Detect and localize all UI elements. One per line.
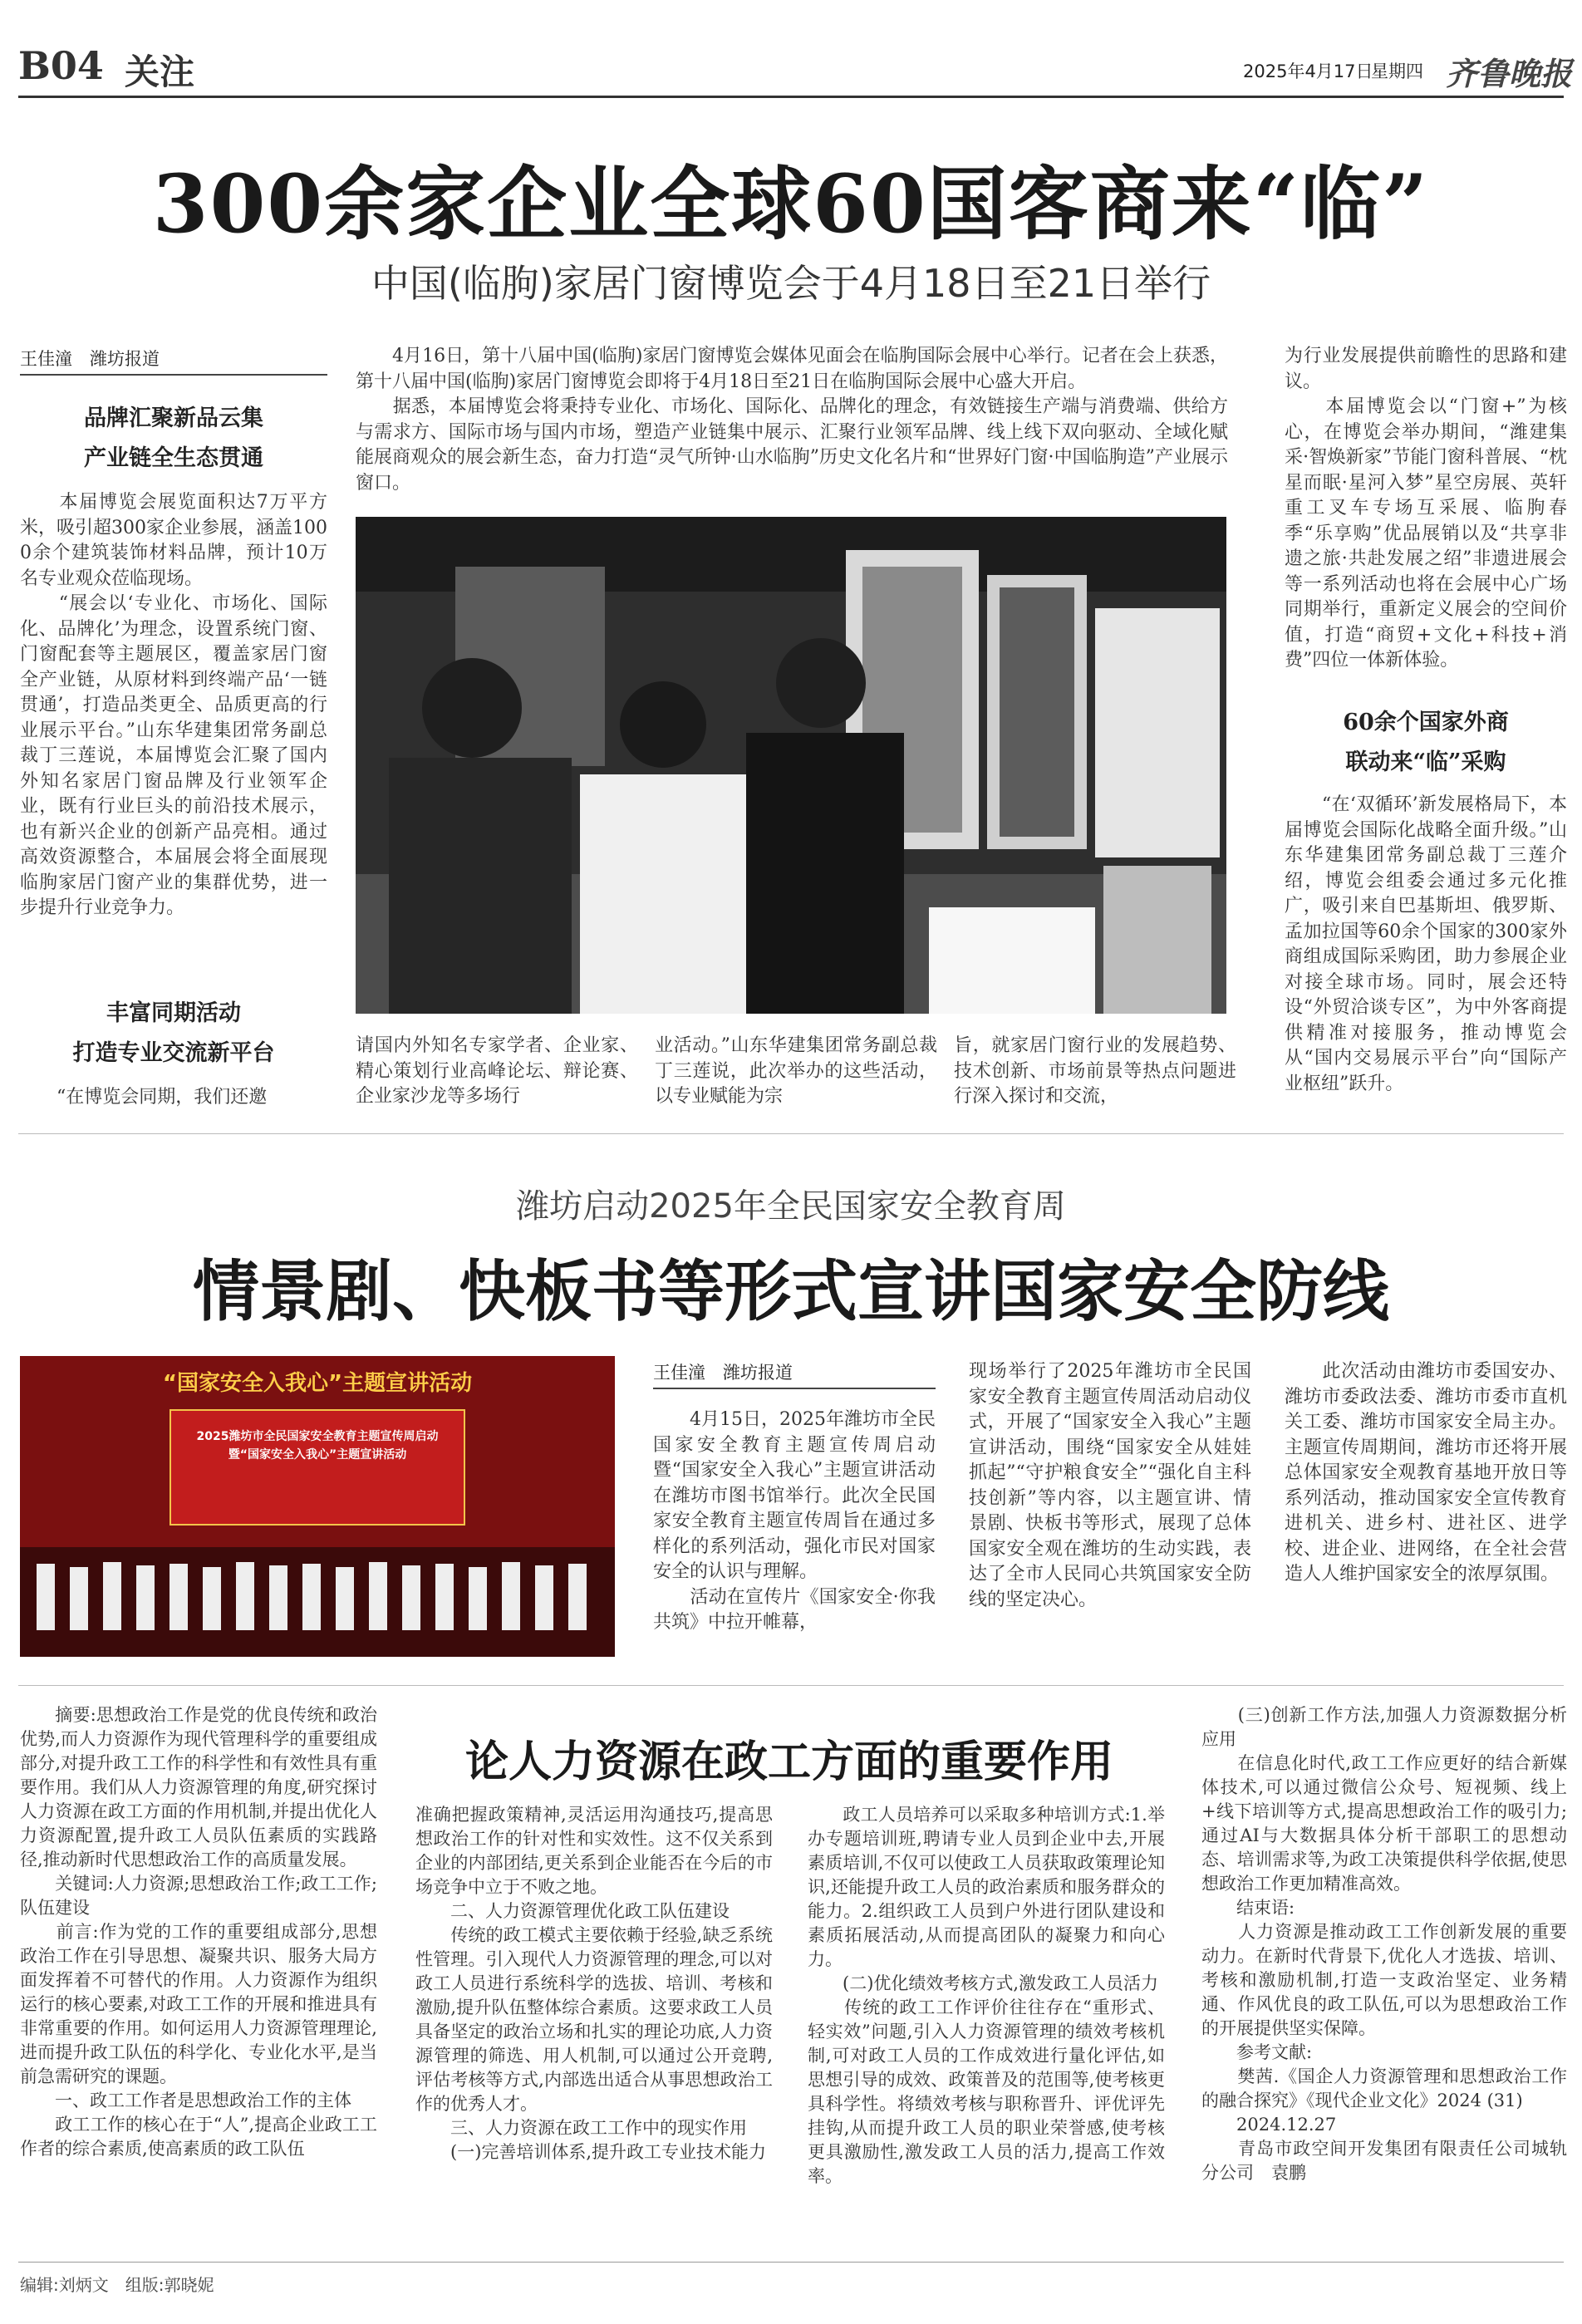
article1-left-column: 本届博览会展览面积达7万平方米，吸引超300家企业参展，涵盖1000余个建筑装饰材料品牌，预计10万名专业观众莅临现场。 “展会以‘专业化、市场化、国际化、品牌化’为理念，设置系统门窗、门窗配套等主题展区，覆盖家居门窗全产业链，从原材料到终端产品‘一链贯通’，打造品类更全、品质更高的行业展示平台。”山东华建集团常务副总裁丁三莲说，本届博览会汇聚了国内外知名家居门窗品牌及行业领军企业，既有行业巨头的前沿技术展示，也有新兴企业的创新产品亮相。通过高效资源整合，本届展会将全面展现临朐家居门窗产业的集群优势，进一步提升行业竞争力。 bbox=[20, 492, 327, 918]
article1-left-tail: “在博览会同期，我们还邀 bbox=[20, 1087, 268, 1108]
subhead-line: 丰富同期活动 bbox=[106, 1000, 241, 1026]
article1-subheadline: 中国(临朐)家居门窗博览会于4月18日至21日举行 bbox=[371, 261, 1211, 306]
event-photo-screen bbox=[170, 1409, 465, 1526]
newspaper-logo: 齐鲁晚报 bbox=[1446, 55, 1573, 92]
header-rule bbox=[18, 96, 1564, 98]
article1-byline: 王佳潼 潍坊报道 bbox=[20, 346, 327, 376]
issue-weekday: 星期四 bbox=[1371, 61, 1423, 81]
article2-col1: 4月15日，2025年潍坊市全民国家安全教育主题宣传周启动暨“国家安全入我心”主题宣讲活动在潍坊市图书馆举行。此次全民国家安全教育主题宣传周旨在通过多样化的系列活动，强化市民对国家安全的认识与理解。 活动在宣传片《国家安全·你我共筑》中拉开帷幕， bbox=[653, 1409, 936, 1633]
footer-rule bbox=[18, 2262, 1564, 2263]
article1-divider bbox=[18, 1133, 1564, 1134]
article1-bottom-col2: 业活动。”山东华建集团常务副总裁丁三莲说，此次举办的这些活动，以专业赋能为宗 bbox=[655, 1035, 937, 1107]
article2-divider bbox=[18, 1685, 1564, 1686]
page-code: B04 bbox=[18, 43, 104, 88]
article1-intro: 4月16日，第十八届中国(临朐)家居门窗博览会媒体见面会在临朐国际会展中心举行。记者在会上获悉，第十八届中国(临朐)家居门窗博览会即将于4月18日至21日在临朐国际会展中心盛大开启。 据悉，本届博览会将秉持专业化、市场化、国际化、品牌化的理念，有效链接生产端与消费端、供给方与需求方、国际市场与国内市场，塑造产业链集中展示、汇聚行业领军品牌、线上线下双向驱动、全域化赋能展商观众的展会新生态，奋力打造“灵气所钟·山水临朐”历史文化名片和“世界好门窗·中国临朐造”产业展示窗口。 bbox=[356, 346, 1228, 494]
subhead-line: 60余个国家外商 bbox=[1343, 710, 1509, 735]
article2-kicker: 潍坊启动2025年全民国家安全教育周 bbox=[516, 1187, 1066, 1226]
section-name: 关注 bbox=[125, 52, 195, 92]
article1-subhead-3 bbox=[1285, 703, 1567, 783]
article1-headline: 300余家企业全球60国客商来“临” bbox=[152, 157, 1430, 251]
article2-byline: 王佳潼 潍坊报道 bbox=[653, 1359, 936, 1389]
event-photo-banner: “国家安全入我心”主题宣讲活动 bbox=[162, 1371, 473, 1396]
article3-col1: 摘要:思想政治工作是党的优良传统和政治优势,而人力资源作为现代管理科学的重要组成部分,对提升政工工作的科学性和有效性具有重要作用。我们从人力资源管理的角度,研究探讨人力资源在政工方面的作用机制,并提出优化人力资源配置,提升政工人员队伍素质的实践路径,推动新时代思想政治工作的高质量发展。 关键词:人力资源;思想政治工作;政工工作;队伍建设 前言:作为党的工作的重要组成部分,思想政治工作在引导思想、凝聚共识、服务大局方面发挥着不可替代的作用。人力资源作为组织运行的核心要素,对政工工作的开展和推进具有非常重要的作用。如何运用人力资源管理理论,进而提升政工队伍的科学化、专业化水平,是当前急需研究的课题。 一、政工工作者是思想政治工作的主体 政工工作的核心在于“人”,提高企业政工工作者的综合素质,使高素质的政工队伍 bbox=[20, 1705, 377, 2159]
article3-col2: 准确把握政策精神,灵活运用沟通技巧,提高思想政治工作的针对性和实效性。这不仅关系到企业的内部团结,更关系到企业能否在今后的市场竞争中立于不败之地。 二、人力资源管理优化政工队伍建设 传统的政工模式主要依赖于经验,缺乏系统性管理。引入现代人力资源管理的理念,可以对政工人员进行系统科学的选拔、培训、考核和激励,提升队伍整体综合素质。这要求政工人员具备坚定的政治立场和扎实的理论功底,人力资源管理的筛选、用人机制,可以通过公开竞聘,评估考核等方式,内部选出适合从事思想政治工作的优秀人才。 三、人力资源在政工工作中的现实作用 (一)完善培训体系,提升政工专业技术能力 bbox=[415, 1805, 773, 2162]
article2-col2: 现场举行了2025年潍坊市全民国家安全教育主题宣传周活动启动仪式，开展了“国家安全入我心”主题宣讲活动，围绕“国家安全从娃娃抓起”“守护粮食安全”“强化自主科技创新”等内容，以主题宣讲、情景剧、快板书等形式，展现了总体国家安全观在潍坊的生动实践，表达了全市人民同心共筑国家安全防线的坚定决心。 bbox=[969, 1361, 1251, 1610]
article1-bottom-col1: 请国内外知名专家学者、企业家、精心策划行业高峰论坛、辩论赛、企业家沙龙等多场行 bbox=[356, 1035, 638, 1107]
subhead-line: 产业链全生态贯通 bbox=[84, 445, 263, 471]
subhead-line: 联动来“临”采购 bbox=[1345, 749, 1506, 775]
article2-headline: 情景剧、快板书等形式宣讲国家安全防线 bbox=[193, 1252, 1389, 1330]
event-photo bbox=[20, 1356, 615, 1657]
screen-line: 暨“国家安全入我心”主题宣讲活动 bbox=[228, 1448, 407, 1462]
article1-subhead-1 bbox=[20, 399, 327, 479]
subhead-line: 品牌汇聚新品云集 bbox=[84, 405, 263, 431]
event-photo-performers bbox=[20, 1539, 615, 1657]
article1-right-column: 为行业发展提供前瞻性的思路和建议。 本届博览会以“门窗+”为核心，在博览会举办期间，“潍建集采·智焕新家”节能门窗科普展、“枕星而眠·星河入梦”星空房展、英轩重工叉车专场互采展、临朐春季“乐享购”优品展销以及“共享非遗之旅·共赴发展之绍”非遗进展会等一系列活动也将在会展中心广场同期举行，重新定义展会的空间价值，打造“商贸+文化+科技+消费”四位一体新体验。 bbox=[1285, 346, 1567, 671]
exhibition-photo bbox=[356, 517, 1226, 1014]
article3-col3: 政工人员培养可以采取多种培训方式:1.举办专题培训班,聘请专业人员到企业中去,开展素质培训,不仅可以使政工人员获取政策理论知识,还能提升政工人员的政治素质和服务群众的能力。2.组织政工人员到户外进行团队建设和素质拓展活动,从而提高团队的凝聚力和向心力。 (二)优化绩效考核方式,激发政工人员活力 传统的政工工作评价往往存在“重形式、轻实效”问题,引入人力资源管理的绩效考核机制,可对政工人员的工作成效进行量化评估,如思想引导的成效、政策普及的范围等,使考核更具科学性。将绩效考核与职称晋升、评优评先挂钩,从而提升政工人员的职业荣誉感,使考核更具激励性,激发政工人员的活力,提高工作效率。 bbox=[808, 1805, 1165, 2186]
article3-col4: (三)创新工作方法,加强人力资源数据分析应用 在信息化时代,政工工作应更好的结合新媒体技术,可以通过微信公众号、短视频、线上+线下培训等方式,提高思想政治工作的吸引力;通过AI与大数据具体分析干部职工的思想动态、培训需求等,为政工决策提供科学依据,使思想政治工作更加精准高效。 结束语: 人力资源是推动政工工作创新发展的重要动力。在新时代背景下,优化人才选拔、培训、考核和激励机制,打造一支政治坚定、业务精通、作风优良的政工队伍,可以为思想政治工作的开展提供坚实保障。 参考文献: 樊茜.《国企人力资源管理和思想政治工作的融合探究》《现代企业文化》2024 (31) 2024.12.27 青岛市政空间开发集团有限责任公司城轨分公司 袁鹏 bbox=[1201, 1705, 1567, 2183]
screen-line: 2025潍坊市全民国家安全教育主题宣传周启动 bbox=[196, 1430, 439, 1443]
exhibition-photo-illustration bbox=[356, 517, 1226, 1014]
article1-bottom-col3: 旨，就家居门窗行业的发展趋势、技术创新、市场前景等热点问题进行深入探讨和交流， bbox=[954, 1035, 1236, 1107]
article1-subhead-2 bbox=[20, 994, 327, 1074]
issue-date: 2025年4月17日 bbox=[1243, 61, 1373, 81]
footer-credits: 编辑:刘炳文 组版:郭晓妮 bbox=[20, 2275, 214, 2295]
subhead-line: 打造专业交流新平台 bbox=[72, 1040, 275, 1066]
article2-col3: 此次活动由潍坊市委国安办、潍坊市委政法委、潍坊市委市直机关工委、潍坊市国家安全局主办。主题宣传周期间，潍坊市还将开展总体国家安全观教育基地开放日等系列活动，推动国家安全宣传教育进机关、进乡村、进社区、进学校、进企业、进网络，在全社会营造人人维护国家安全的浓厚氛围。 bbox=[1285, 1361, 1567, 1585]
article1-right-tail: “在‘双循环’新发展格局下，本届博览会国际化战略全面升级。”山东华建集团常务副总裁丁三莲介绍，博览会组委会通过多元化推广，吸引来自巴基斯坦、俄罗斯、孟加拉国等60余个国家的300家外商组成国际采购团，助力参展企业对接全球市场。同时，展会还特设“外贸洽谈专区”，为中外客商提供精准对接服务，推动博览会从“国内交易展示平台”向“国际产业枢纽”跃升。 bbox=[1285, 794, 1567, 1094]
article3-headline: 论人力资源在政工方面的重要作用 bbox=[464, 1737, 1113, 1787]
